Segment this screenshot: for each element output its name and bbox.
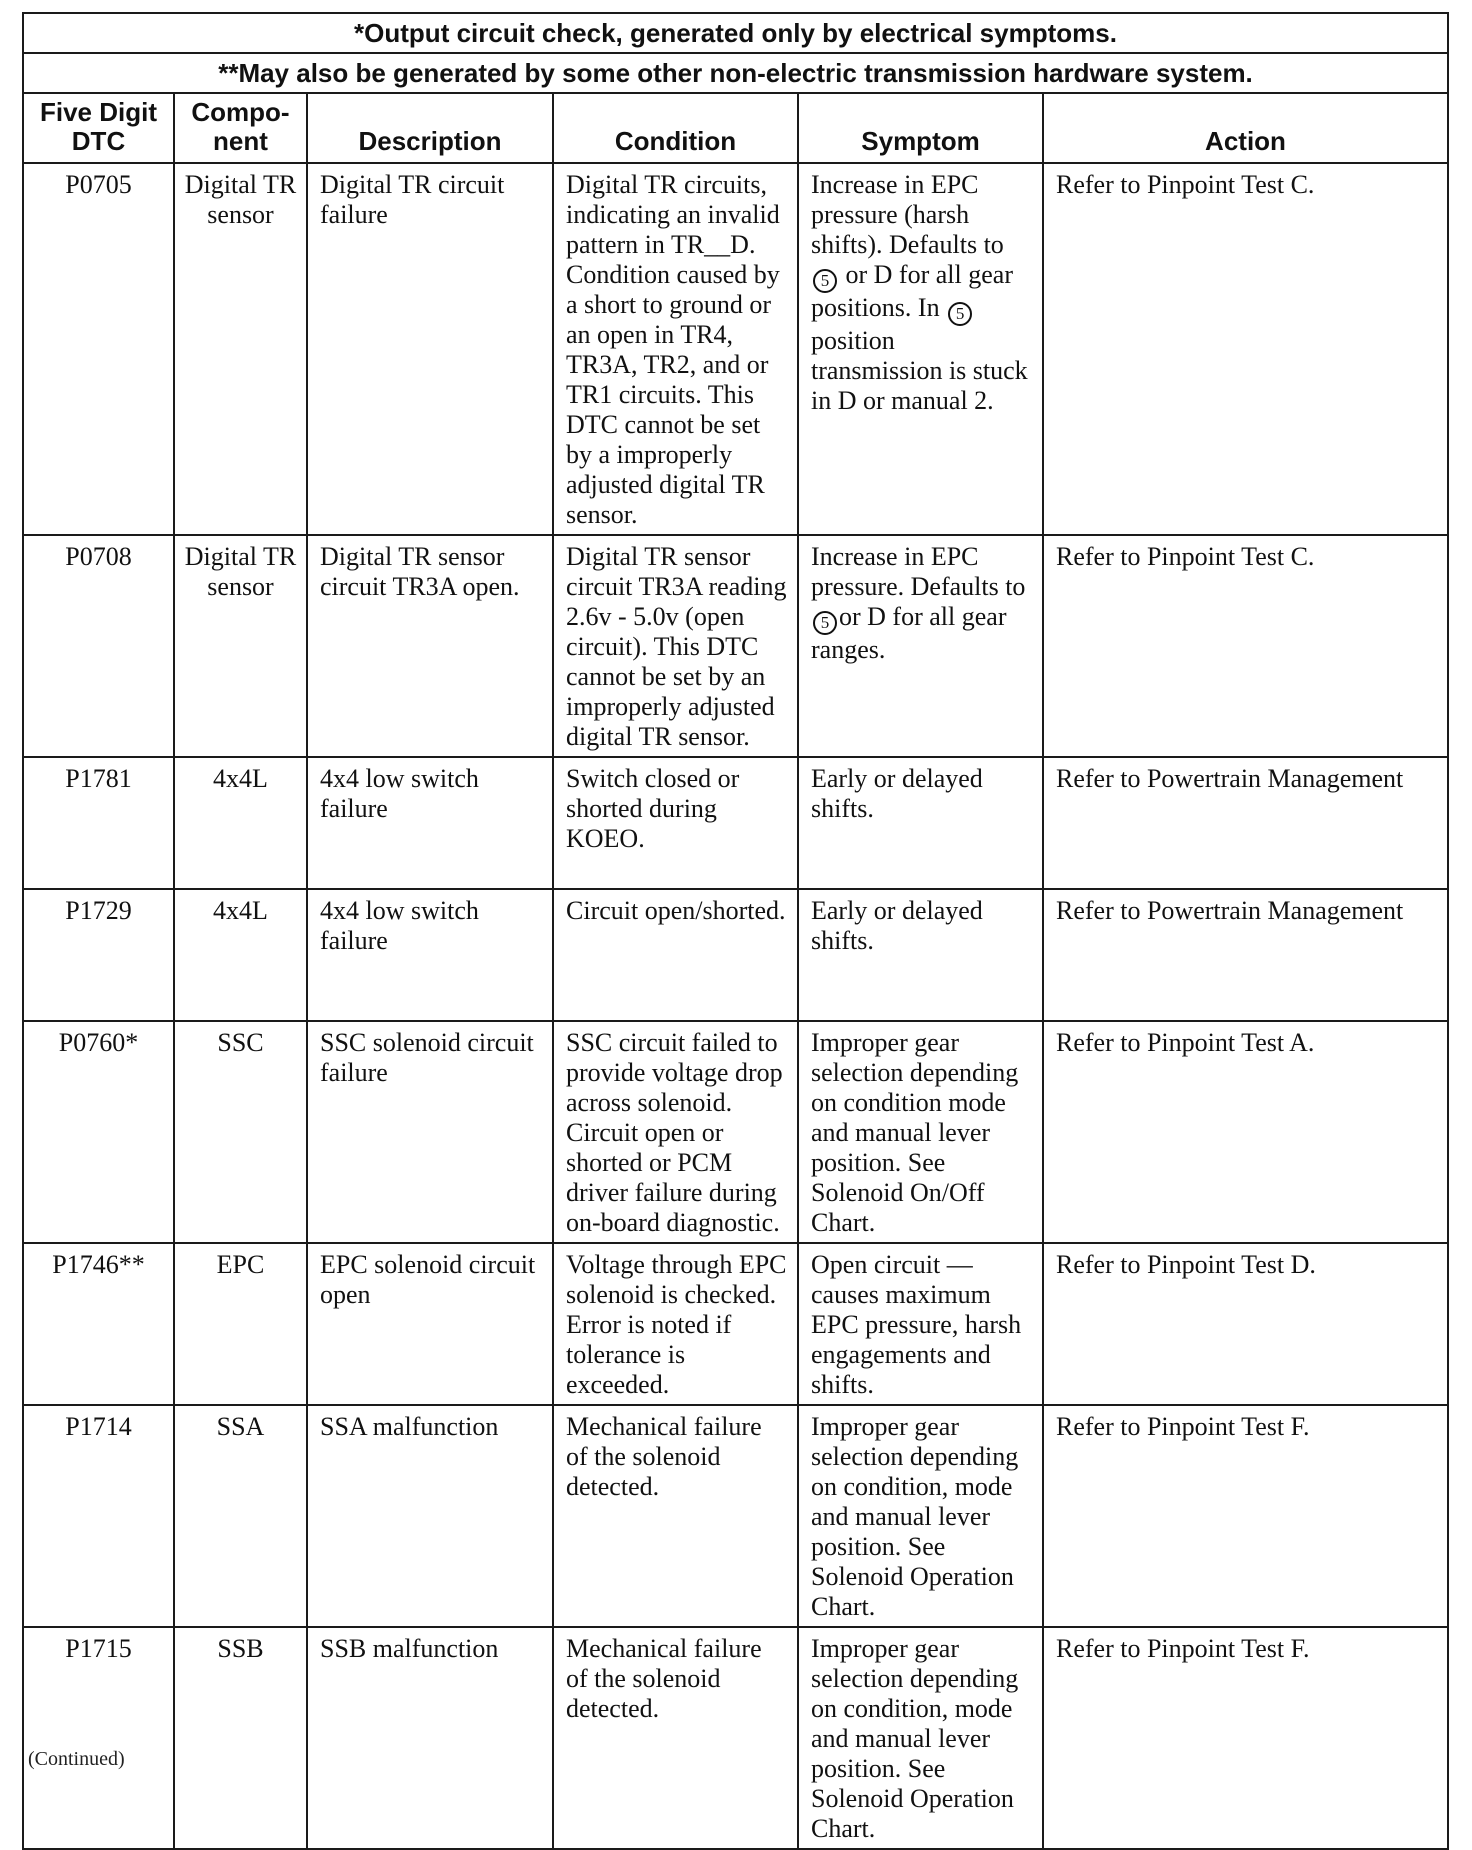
header-component-line2: nent bbox=[213, 126, 268, 156]
cell-action: Refer to Pinpoint Test D. bbox=[1043, 1243, 1448, 1405]
cell-condition: Digital TR circuits, indicating an invalid pattern in TR__D. Condition caused by a short to ground or an open in TR4, TR3A, TR2, and or TR1 circuits. This DTC cannot be set by a improperly adjusted digital TR sensor. bbox=[553, 163, 798, 535]
header-action: Action bbox=[1043, 93, 1448, 163]
cell-dtc: P0708 bbox=[23, 535, 174, 757]
header-condition: Condition bbox=[553, 93, 798, 163]
table-row bbox=[23, 535, 1448, 757]
cell-action: Refer to Pinpoint Test F. bbox=[1043, 1405, 1448, 1627]
cell-condition: Mechanical failure of the solenoid detected. bbox=[553, 1627, 798, 1849]
cell-description: Digital TR sensor circuit TR3A open. bbox=[307, 535, 553, 757]
table-row bbox=[23, 163, 1448, 535]
cell-description: SSC solenoid circuit failure bbox=[307, 1021, 553, 1243]
cell-symptom: Improper gear selection depending on condition mode and manual lever position. See Solenoid On/Off Chart. bbox=[798, 1021, 1043, 1243]
cell-component: SSA bbox=[174, 1405, 307, 1627]
cell-description: EPC solenoid circuit open bbox=[307, 1243, 553, 1405]
cell-description: 4x4 low switch failure bbox=[307, 757, 553, 889]
note-row-non-electric bbox=[23, 53, 1448, 93]
table-row bbox=[23, 1405, 1448, 1627]
cell-dtc: P1715 bbox=[23, 1627, 174, 1849]
cell-dtc: P1746** bbox=[23, 1243, 174, 1405]
cell-action: Refer to Pinpoint Test F. bbox=[1043, 1627, 1448, 1849]
header-row bbox=[23, 93, 1448, 163]
cell-symptom bbox=[798, 163, 1043, 535]
header-description: Description bbox=[307, 93, 553, 163]
dtc-table bbox=[22, 12, 1449, 1850]
cell-dtc: P1781 bbox=[23, 757, 174, 889]
table-row bbox=[23, 1243, 1448, 1405]
header-dtc-line2: DTC bbox=[71, 126, 126, 156]
cell-action: Refer to Powertrain Management bbox=[1043, 889, 1448, 1021]
cell-symptom: Improper gear selection depending on condition, mode and manual lever position. See Solenoid Operation Chart. bbox=[798, 1627, 1043, 1849]
cell-condition: Circuit open/shorted. bbox=[553, 889, 798, 1021]
cell-condition: SSC circuit failed to provide voltage drop across solenoid. Circuit open or shorted or PCM driver failure during on-board diagnostic. bbox=[553, 1021, 798, 1243]
cell-component: EPC bbox=[174, 1243, 307, 1405]
table-row bbox=[23, 757, 1448, 889]
cell-component: Digital TR sensor bbox=[174, 163, 307, 535]
symptom-text: Increase in EPC pressure. Defaults to bbox=[811, 542, 1026, 601]
cell-condition: Mechanical failure of the solenoid detected. bbox=[553, 1405, 798, 1627]
cell-component: SSB bbox=[174, 1627, 307, 1849]
symptom-text: position transmission is stuck in D or manual 2. bbox=[811, 326, 1028, 415]
cell-component: 4x4L bbox=[174, 889, 307, 1021]
gear-5-circled-icon: 5 bbox=[948, 302, 972, 326]
cell-dtc: P0705 bbox=[23, 163, 174, 535]
cell-dtc: P0760* bbox=[23, 1021, 174, 1243]
header-symptom: Symptom bbox=[798, 93, 1043, 163]
gear-5-circled-icon: 5 bbox=[813, 269, 837, 293]
cell-action: Refer to Pinpoint Test A. bbox=[1043, 1021, 1448, 1243]
cell-action: Refer to Powertrain Management bbox=[1043, 757, 1448, 889]
cell-symptom: Early or delayed shifts. bbox=[798, 757, 1043, 889]
note-output-circuit: *Output circuit check, generated only by electrical symptoms. bbox=[23, 13, 1448, 53]
cell-action: Refer to Pinpoint Test C. bbox=[1043, 163, 1448, 535]
cell-dtc: P1729 bbox=[23, 889, 174, 1021]
symptom-text: Increase in EPC pressure (harsh shifts). Defaults to bbox=[811, 170, 1004, 259]
continued-note: (Continued) bbox=[28, 1748, 125, 1770]
cell-dtc: P1714 bbox=[23, 1405, 174, 1627]
note-non-electric: **May also be generated by some other non-electric transmission hardware system. bbox=[23, 53, 1448, 93]
cell-description: SSB malfunction bbox=[307, 1627, 553, 1849]
cell-symptom bbox=[798, 535, 1043, 757]
cell-component: 4x4L bbox=[174, 757, 307, 889]
header-component-line1: Compo- bbox=[191, 97, 290, 127]
symptom-text: or D for all gear ranges. bbox=[811, 602, 1007, 664]
cell-condition: Switch closed or shorted during KOEO. bbox=[553, 757, 798, 889]
header-dtc-line1: Five Digit bbox=[39, 97, 157, 127]
cell-symptom: Improper gear selection depending on condition, mode and manual lever position. See Solenoid Operation Chart. bbox=[798, 1405, 1043, 1627]
cell-symptom: Open circuit — causes maximum EPC pressure, harsh engagements and shifts. bbox=[798, 1243, 1043, 1405]
cell-component: SSC bbox=[174, 1021, 307, 1243]
header-dtc bbox=[23, 93, 174, 163]
table-row bbox=[23, 1021, 1448, 1243]
cell-component: Digital TR sensor bbox=[174, 535, 307, 757]
header-component bbox=[174, 93, 307, 163]
cell-condition: Voltage through EPC solenoid is checked. Error is noted if tolerance is exceeded. bbox=[553, 1243, 798, 1405]
symptom-text: or D for all gear positions. In bbox=[811, 260, 1013, 322]
gear-5-circled-icon: 5 bbox=[813, 611, 837, 635]
table-row bbox=[23, 889, 1448, 1021]
cell-condition: Digital TR sensor circuit TR3A reading 2.6v - 5.0v (open circuit). This DTC cannot be set by an improperly adjusted digital TR sensor. bbox=[553, 535, 798, 757]
note-row-output-circuit bbox=[23, 13, 1448, 53]
cell-description: Digital TR circuit failure bbox=[307, 163, 553, 535]
cell-description: SSA malfunction bbox=[307, 1405, 553, 1627]
cell-symptom: Early or delayed shifts. bbox=[798, 889, 1043, 1021]
table-row bbox=[23, 1627, 1448, 1849]
cell-action: Refer to Pinpoint Test C. bbox=[1043, 535, 1448, 757]
cell-description: 4x4 low switch failure bbox=[307, 889, 553, 1021]
